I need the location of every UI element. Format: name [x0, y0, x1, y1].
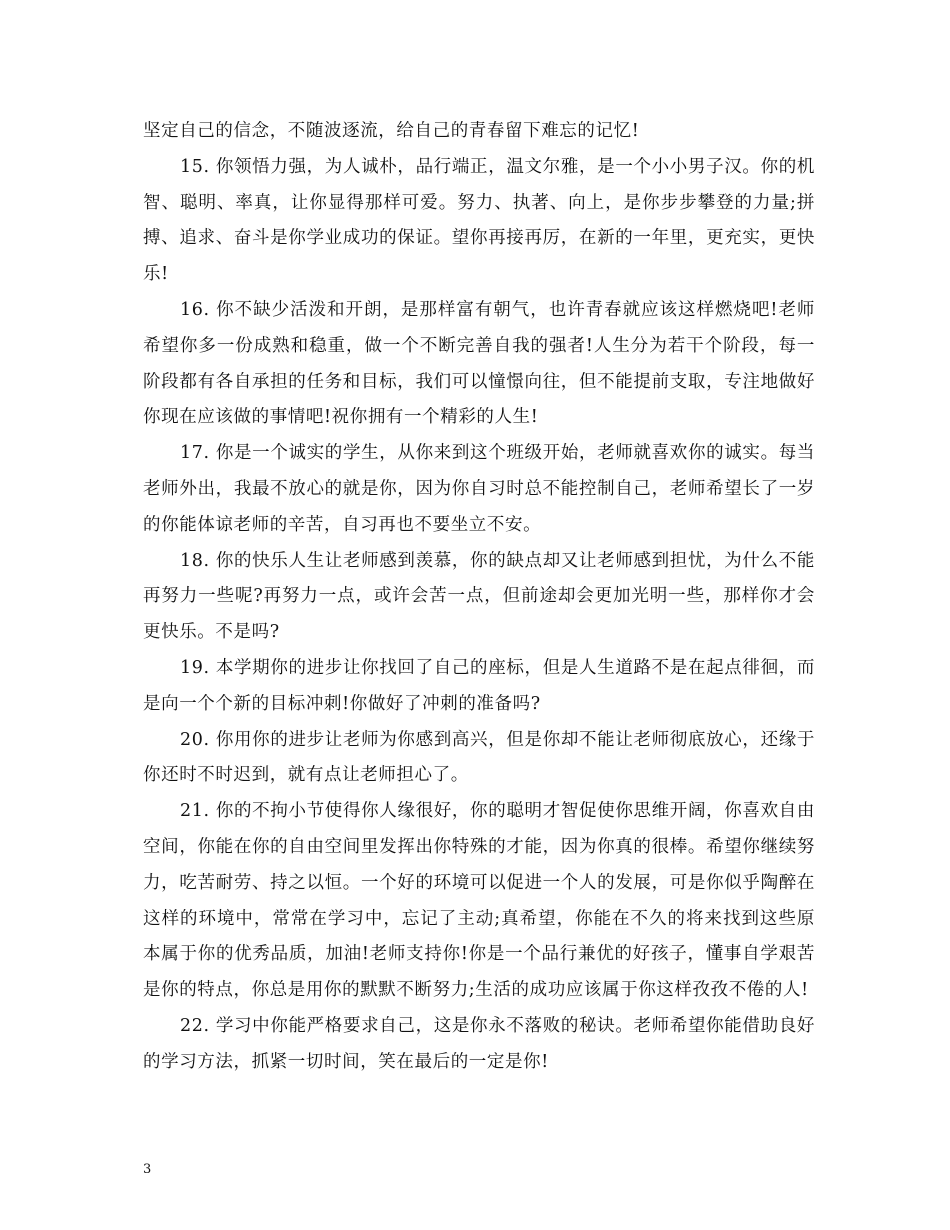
paragraph-item-19: 19. 本学期你的进步让你找回了自己的座标，但是人生道路不是在起点徘徊，而是向一个个新的目标冲刺!你做好了冲刺的准备吗?	[143, 657, 815, 714]
document-body	[143, 114, 815, 1081]
paragraph-item-17: 17. 你是一个诚实的学生，从你来到这个班级开始，老师就喜欢你的诚实。每当老师外出，我最不放心的就是你，因为你自习时总不能控制自己，老师希望长了一岁的你能体谅老师的辛苦，自习再也不要坐立不安。	[143, 443, 815, 535]
paragraph-continuation: 坚定自己的信念，不随波逐流，给自己的青春留下难忘的记忆!	[143, 121, 640, 141]
page-number: 3	[143, 1162, 152, 1177]
paragraph-item-22: 22. 学习中你能严格要求自己，这是你永不落败的秘诀。老师希望你能借助良好的学习方法，抓紧一切时间，笑在最后的一定是你!	[143, 1015, 815, 1072]
paragraph-item-21: 21. 你的不拘小节使得你人缘很好，你的聪明才智促使你思维开阔，你喜欢自由空间，你能在你的自由空间里发挥出你特殊的才能，因为你真的很棒。希望你继续努力，吃苦耐劳、持之以恒。一个好的环境可以促进一个人的发展，可是你似乎陶醉在这样的环境中，常常在学习中，忘记了主动;真希望，你能在不久的将来找到这些原本属于你的优秀品质，加油!老师支持你!你是一个品行兼优的好孩子，懂事自学艰苦是你的特点，你总是用你的默默不断努力;生活的成功应该属于你这样孜孜不倦的人!	[143, 801, 815, 1001]
paragraph-item-20: 20. 你用你的进步让老师为你感到高兴，但是你却不能让老师彻底放心，还缘于你还时不时迟到，就有点让老师担心了。	[143, 729, 815, 786]
paragraph-item-16: 16. 你不缺少活泼和开朗，是那样富有朝气，也许青春就应该这样燃烧吧!老师希望你多一份成熟和稳重，做一个不断完善自我的强者!人生分为若干个阶段，每一阶段都有各自承担的任务和目标，我们可以憧憬向往，但不能提前支取，专注地做好你现在应该做的事情吧!祝你拥有一个精彩的人生!	[143, 299, 815, 428]
paragraph-item-15: 15. 你领悟力强，为人诚朴，品行端正，温文尔雅，是一个小小男子汉。你的机智、聪明、率真，让你显得那样可爱。努力、执著、向上，是你步步攀登的力量;拼搏、追求、奋斗是你学业成功的保证。望你再接再厉，在新的一年里，更充实，更快乐!	[143, 156, 815, 285]
paragraph-item-18: 18. 你的快乐人生让老师感到羡慕，你的缺点却又让老师感到担忧，为什么不能再努力一些呢?再努力一点，或许会苦一点，但前途却会更加光明一些，那样你才会更快乐。不是吗?	[143, 550, 815, 643]
